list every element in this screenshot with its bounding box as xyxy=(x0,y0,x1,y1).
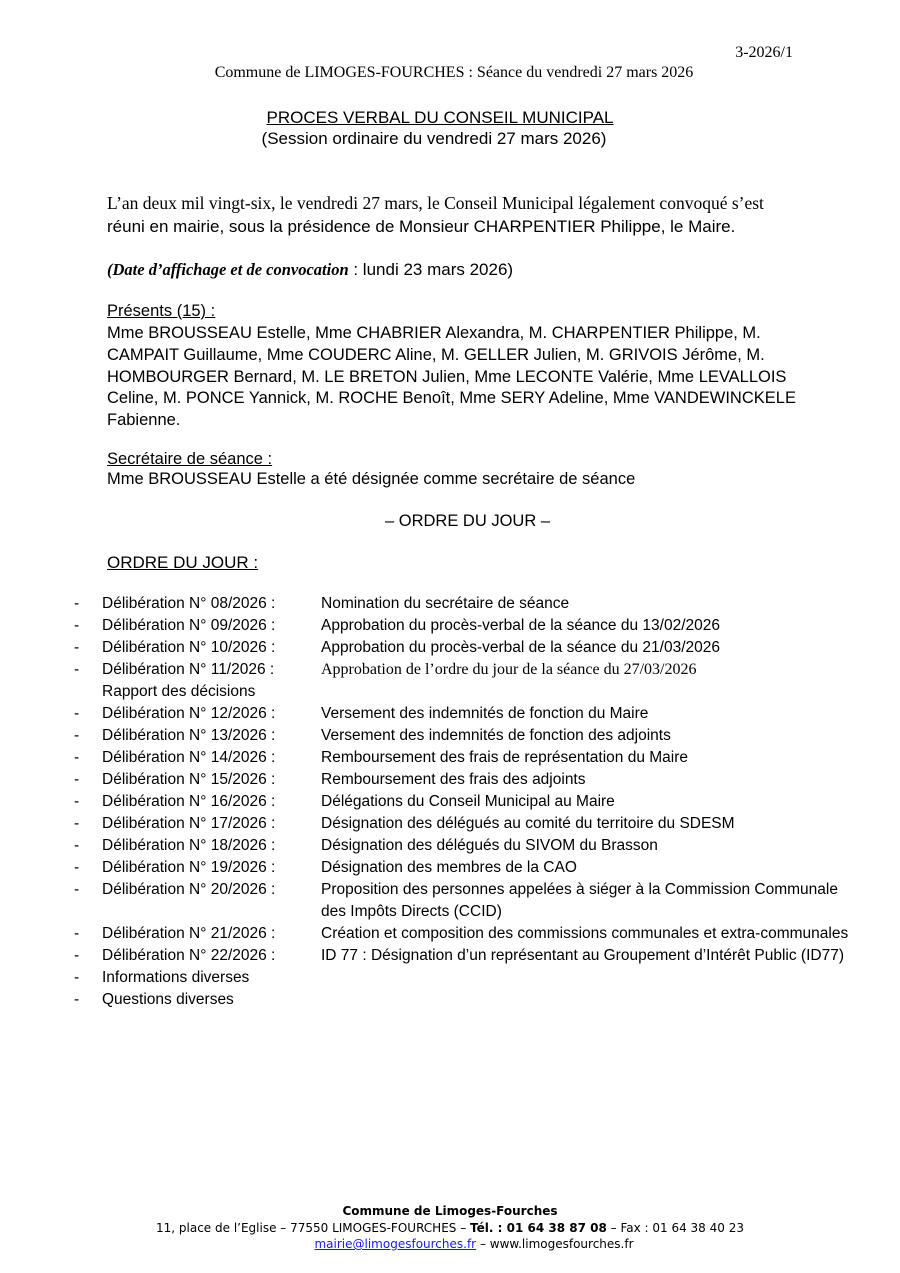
presents-heading: Présents (15) : xyxy=(107,302,216,320)
agenda-item-number: Délibération N° 22/2026 : xyxy=(102,947,276,964)
agenda-item xyxy=(0,923,900,945)
footer-address: 11, place de l’Eglise – 77550 LIMOGES-FOURCHES – xyxy=(156,1220,471,1235)
agenda-item xyxy=(0,967,900,989)
page-number: 3-2026/1 xyxy=(735,44,793,61)
agenda-item-description: Approbation de l’ordre du jour de la séance du 27/03/2026 xyxy=(321,661,697,678)
agenda-item xyxy=(0,769,900,791)
agenda-item-number: Délibération N° 12/2026 : xyxy=(102,705,276,722)
agenda-item xyxy=(0,857,900,879)
agenda-item-description: Versement des indemnités de fonction du Maire xyxy=(321,705,649,722)
agenda-bullet: - xyxy=(74,727,80,744)
ordre-du-jour-heading: ORDRE DU JOUR : xyxy=(107,553,259,572)
agenda-item-number: Délibération N° 19/2026 : xyxy=(102,859,276,876)
agenda-item xyxy=(0,879,900,923)
agenda-item xyxy=(0,615,900,637)
footer-website: – www.limogesfourches.fr xyxy=(476,1237,634,1251)
secretaire-heading: Secrétaire de séance : xyxy=(107,450,273,468)
agenda-bullet: - xyxy=(74,705,80,722)
agenda-bullet: - xyxy=(74,639,80,656)
agenda-bullet: - xyxy=(74,991,80,1008)
agenda-item-number: Délibération N° 15/2026 : xyxy=(102,771,276,788)
agenda-bullet: - xyxy=(74,595,80,612)
agenda-item xyxy=(0,835,900,857)
agenda-bullet: - xyxy=(74,749,80,766)
agenda-item-subline: Rapport des décisions xyxy=(102,683,256,700)
agenda-item-number: Délibération N° 14/2026 : xyxy=(102,749,276,766)
agenda-item-description: Approbation du procès-verbal de la séance du 21/03/2026 xyxy=(321,639,720,656)
agenda-item xyxy=(0,659,900,703)
agenda-bullet: - xyxy=(74,859,80,876)
agenda-list xyxy=(0,593,900,1011)
agenda-bullet: - xyxy=(74,815,80,832)
agenda-item xyxy=(0,989,900,1011)
agenda-item-description: ID 77 : Désignation d’un représentant au Groupement d’Intérêt Public (ID77) xyxy=(321,947,844,964)
agenda-item-number: Questions diverses xyxy=(102,991,234,1008)
agenda-bullet: - xyxy=(74,617,80,634)
document-header: Commune de LIMOGES-FOURCHES : Séance du vendredi 27 mars 2026 xyxy=(214,64,694,81)
footer-address-line xyxy=(0,1220,900,1237)
agenda-item xyxy=(0,945,900,967)
agenda-item-number: Informations diverses xyxy=(102,969,250,986)
agenda-item xyxy=(0,703,900,725)
affichage-date xyxy=(107,260,513,280)
intro-line-1: L’an deux mil vingt-six, le vendredi 27 mars, le Conseil Municipal légalement convoqué s’est xyxy=(107,193,764,213)
agenda-item xyxy=(0,637,900,659)
intro-line-2: réuni en mairie, sous la présidence de Monsieur CHARPENTIER Philippe, le Maire. xyxy=(107,217,736,236)
intro-paragraph xyxy=(107,191,764,239)
agenda-bullet: - xyxy=(74,947,80,964)
agenda-item-number: Délibération N° 21/2026 : xyxy=(102,925,276,942)
agenda-item-description: Désignation des délégués du SIVOM du Brasson xyxy=(321,837,658,854)
agenda-item-description: Proposition des personnes appelées à siéger à la Commission Communale des Impôts Directs (CCID) xyxy=(321,881,838,920)
agenda-item-number: Délibération N° 10/2026 : xyxy=(102,639,276,656)
agenda-item-number: Délibération N° 18/2026 : xyxy=(102,837,276,854)
agenda-item-number: Délibération N° 13/2026 : xyxy=(102,727,276,744)
footer xyxy=(0,1203,900,1253)
affichage-value: : lundi 23 mars 2026) xyxy=(348,260,514,279)
agenda-item-description: Versement des indemnités de fonction des adjoints xyxy=(321,727,671,744)
agenda-bullet: - xyxy=(74,925,80,942)
footer-email-link[interactable]: mairie@limogesfourches.fr xyxy=(314,1237,477,1251)
agenda-item-number: Délibération N° 20/2026 : xyxy=(102,881,276,898)
agenda-item xyxy=(0,593,900,615)
affichage-label: (Date d’affichage et de convocation xyxy=(107,260,349,279)
agenda-bullet: - xyxy=(74,661,80,678)
agenda-item xyxy=(0,725,900,747)
agenda-item xyxy=(0,813,900,835)
agenda-bullet: - xyxy=(74,969,80,986)
agenda-item-number: Délibération N° 16/2026 : xyxy=(102,793,276,810)
secretaire-text: Mme BROUSSEAU Estelle a été désignée comme secrétaire de séance xyxy=(107,470,636,488)
agenda-item-number: Délibération N° 09/2026 : xyxy=(102,617,276,634)
agenda-item-description: Désignation des délégués au comité du territoire du SDESM xyxy=(321,815,735,832)
footer-fax: – Fax : 01 64 38 40 23 xyxy=(606,1220,744,1235)
agenda-bullet: - xyxy=(74,837,80,854)
footer-telephone: Tél. : 01 64 38 87 08 xyxy=(470,1220,607,1235)
agenda-item-description: Création et composition des commissions communales et extra-communales xyxy=(321,925,849,942)
agenda-item xyxy=(0,747,900,769)
footer-contact-line xyxy=(0,1236,900,1253)
agenda-item-description: Nomination du secrétaire de séance xyxy=(321,595,570,612)
agenda-item-number: Délibération N° 08/2026 : xyxy=(102,595,276,612)
agenda-item xyxy=(0,791,900,813)
footer-commune-name: Commune de Limoges-Fourches xyxy=(342,1204,558,1218)
presents-list: Mme BROUSSEAU Estelle, Mme CHABRIER Alexandra, M. CHARPENTIER Philippe, M. CAMPAIT Guillaume, Mme COUDERC Aline, M. GELLER Julien, M. GRIVOIS Jérôme, M. HOMBOURGER Bernard, M. LE BRETON Julien, Mme LECONTE Valérie, Mme LEVALLOIS Celine, M. PONCE Yannick, M. ROCHE Benoît, Mme SERY Adeline, Mme VANDEWINCKELE Fabienne. xyxy=(107,324,796,430)
agenda-item-number: Délibération N° 17/2026 : xyxy=(102,815,276,832)
agenda-bullet: - xyxy=(74,793,80,810)
page-title: PROCES VERBAL DU CONSEIL MUNICIPAL xyxy=(266,108,614,127)
agenda-item-description: Désignation des membres de la CAO xyxy=(321,859,577,876)
agenda-bullet: - xyxy=(74,771,80,788)
agenda-item-number: Délibération N° 11/2026 : xyxy=(102,661,275,678)
agenda-item-description: Approbation du procès-verbal de la séance du 13/02/2026 xyxy=(321,617,720,634)
ordre-du-jour-title: – ORDRE DU JOUR – xyxy=(384,512,551,530)
agenda-item-description: Délégations du Conseil Municipal au Maire xyxy=(321,793,615,810)
agenda-bullet: - xyxy=(74,881,80,898)
agenda-item-description: Remboursement des frais des adjoints xyxy=(321,771,586,788)
agenda-item-description: Remboursement des frais de représentation du Maire xyxy=(321,749,689,766)
page-subtitle: (Session ordinaire du vendredi 27 mars 2026) xyxy=(261,129,607,148)
